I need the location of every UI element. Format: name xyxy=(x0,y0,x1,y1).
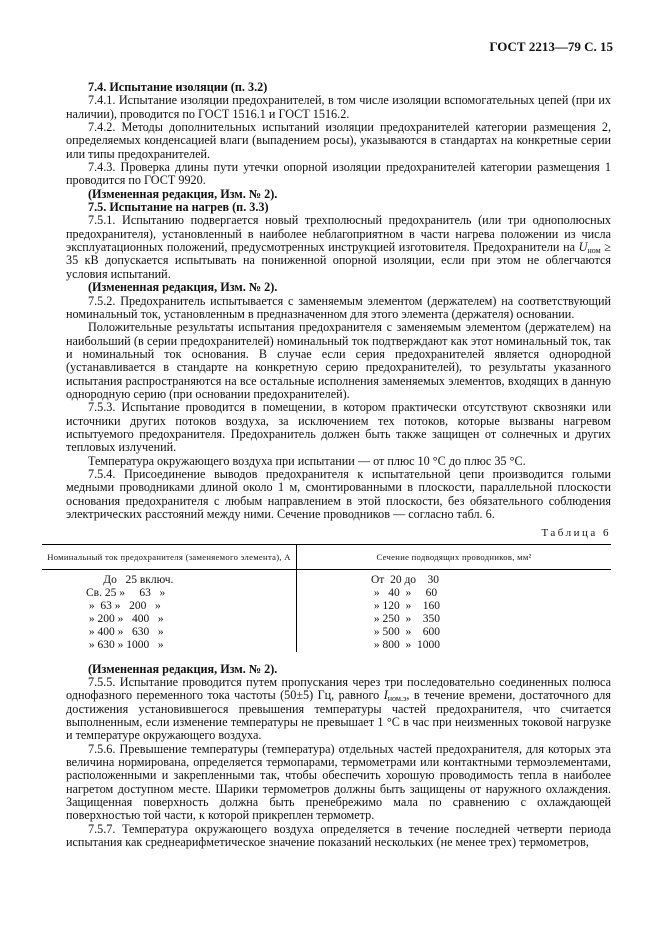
cell-line: До 25 включ. xyxy=(86,573,174,586)
cell-line: От 20 до 30 xyxy=(371,573,440,586)
cell-line: » 630 » 1000 » xyxy=(86,638,164,651)
paragraph-7-5-7: 7.5.7. Температура окружающего воздуха определяется в течение последней четверти периода испытания как среднеарифметическое значение показаний нескольких (не менее трех) термометров, xyxy=(66,821,611,850)
paragraph-7-5-5 xyxy=(66,676,611,743)
cell-line: » 800 » 1000 xyxy=(371,638,440,651)
paragraph-7-5-2: 7.5.2. Предохранитель испытывается с заменяемым элементом (держателем) на соответствующий номинальный ток, установленным в предназначенном для этого элемента (держателя) основании. xyxy=(66,293,611,321)
section-heading-7-4: 7.4. Испытание изоляции (п. 3.2) xyxy=(88,80,268,94)
cell-line: » 250 » 350 xyxy=(371,612,440,625)
table-cell-current xyxy=(42,569,297,652)
cell-line: » 500 » 600 xyxy=(371,625,440,638)
text: 7.5.1. Испытанию подвергается новый трехполюсный предохранитель (или три однополюсных предохранителя), установленный в наиболее неблагоприятном в части нагрева положении из числа эксплуатационных положений, предусмотренных инструкцией изготовителя. Предохранители на xyxy=(66,213,611,255)
paragraph-7-4-3: 7.4.3. Проверка длины пути утечки опорной изоляции предохранителей категории размещения 1 проводится по ГОСТ 9920. xyxy=(66,160,611,188)
cell-line: » 63 » 200 » xyxy=(86,599,161,612)
paragraph-7-5-4: 7.5.4. Присоединение выводов предохранителя к испытательной цепи производится голыми медными проводниками длиной около 1 м, смонтированными в плоскости, параллельной плоскости основания предохранителя с любым направлением в этой плоскости, без обязательного соблюдения электрических расстояний между ними. Сечение проводников — согласно табл. 6. xyxy=(66,466,611,521)
paragraph-7-4-2: 7.4.2. Методы дополнительных испытаний изоляции предохранителей категории размещения 2, определяемых конденсацией влаги (выпадением росы), указываются в стандартах на конкретные серии или типы предохранителей. xyxy=(66,120,611,161)
paragraph-7-5-3-cont: Температура окружающего воздуха при испытании — от плюс 10 °С до плюс 35 °С. xyxy=(88,453,526,468)
cell-line: » 400 » 630 » xyxy=(86,625,164,638)
paragraph-7-5-1 xyxy=(66,214,611,281)
paragraph-7-5-2-cont: Положительные результаты испытания предохранителя с заменяемым элементом (держателем) на наибольший (в серии предохранителей) номинальный ток подтверждают как этот номинальный ток, так и номинальный ток основания. В случае если серия предохранителей является однородной (устанавливается в стандарте на конкретную серию предохранителей), то результаты указанного испытания распространяются на все остальные исполнения заменяемых элементов, входящих в данную однородную серию (при основании предохранителей). xyxy=(66,320,611,401)
page-header: ГОСТ 2213—79 С. 15 xyxy=(489,39,613,54)
paragraph-7-5-3: 7.5.3. Испытание проводится в помещении, в котором практически отсутствуют сквозняки или источники других потоков воздуха, за исключением тех потоков, которые вызваны нагревом испытуемого предохранителя. Предохранитель должен быть также защищен от солнечных и других тепловых излучений. xyxy=(66,400,611,455)
amendment-note: (Измененная редакция, Изм. № 2). xyxy=(88,661,278,676)
text: 7.5.5. Испытание проводится путем пропускания через три последовательно соединенных полюса однофазного переменного тока частоты (50±5) Гц, равного xyxy=(66,675,611,703)
column-header-rated-current: Номинальный ток предохранителя (заменяемого элемента), А xyxy=(42,544,297,569)
symbol-u: U xyxy=(578,240,588,255)
table-6 xyxy=(42,544,611,652)
document-body xyxy=(47,80,611,850)
column-header-conductor-section: Сечение подводящих проводников, мм² xyxy=(297,544,612,569)
table-caption: Таблица 6 xyxy=(541,527,611,540)
paragraph-7-4-1: 7.4.1. Испытание изоляции предохранителей, в том числе изоляции вспомогательных цепей (при их наличии), проводится по ГОСТ 1516.1 и ГОСТ 1516.2. xyxy=(66,93,611,121)
text: ≥ 35 кВ допускается испытывать на пониженной опорной изоляции, если при этом не облегчаются условия испытаний. xyxy=(66,240,611,281)
table-row xyxy=(42,569,611,652)
symbol-i: I xyxy=(383,688,388,703)
paragraph-7-5-6: 7.5.6. Превышение температуры (температура) отдельных частей предохранителя, для которых эта величина нормирована, определяется термопарами, термометрами или контактными термоэлементами, расположенными и закрепленными так, чтобы обеспечить хорошую проводимость тепла в наиболее нагретом доступном месте. Шарики термометров должны быть защищены от наружного охлаждения. Защищенная поверхность должна быть пренебрежимо мала по сравнению с охлаждающей поверхностью той части, к которой прикреплен термометр. xyxy=(66,741,611,823)
cell-line: Св. 25 » 63 » xyxy=(86,586,166,599)
text: , в течение времени, достаточного для достижения установившегося превышения температуры частей предохранителя, что считается выполненным, если изменение температуры не превышает 1 °С в час при неизменных токовой нагрузке и температуре окружающего воздуха. xyxy=(66,688,611,743)
section-heading-7-5: 7.5. Испытание на нагрев (п. 3.3) xyxy=(88,200,269,215)
table-cell-section xyxy=(297,569,612,652)
cell-line: » 40 » 60 xyxy=(371,586,438,599)
subscript: ном.э xyxy=(387,694,407,704)
subscript: ном xyxy=(587,246,601,256)
cell-line: » 200 » 400 » xyxy=(86,612,164,625)
amendment-note: (Измененная редакция, Изм. № 2). xyxy=(88,280,278,295)
amendment-note: (Измененная редакция, Изм. № 2). xyxy=(88,186,278,201)
cell-line: » 120 » 160 xyxy=(371,599,440,612)
